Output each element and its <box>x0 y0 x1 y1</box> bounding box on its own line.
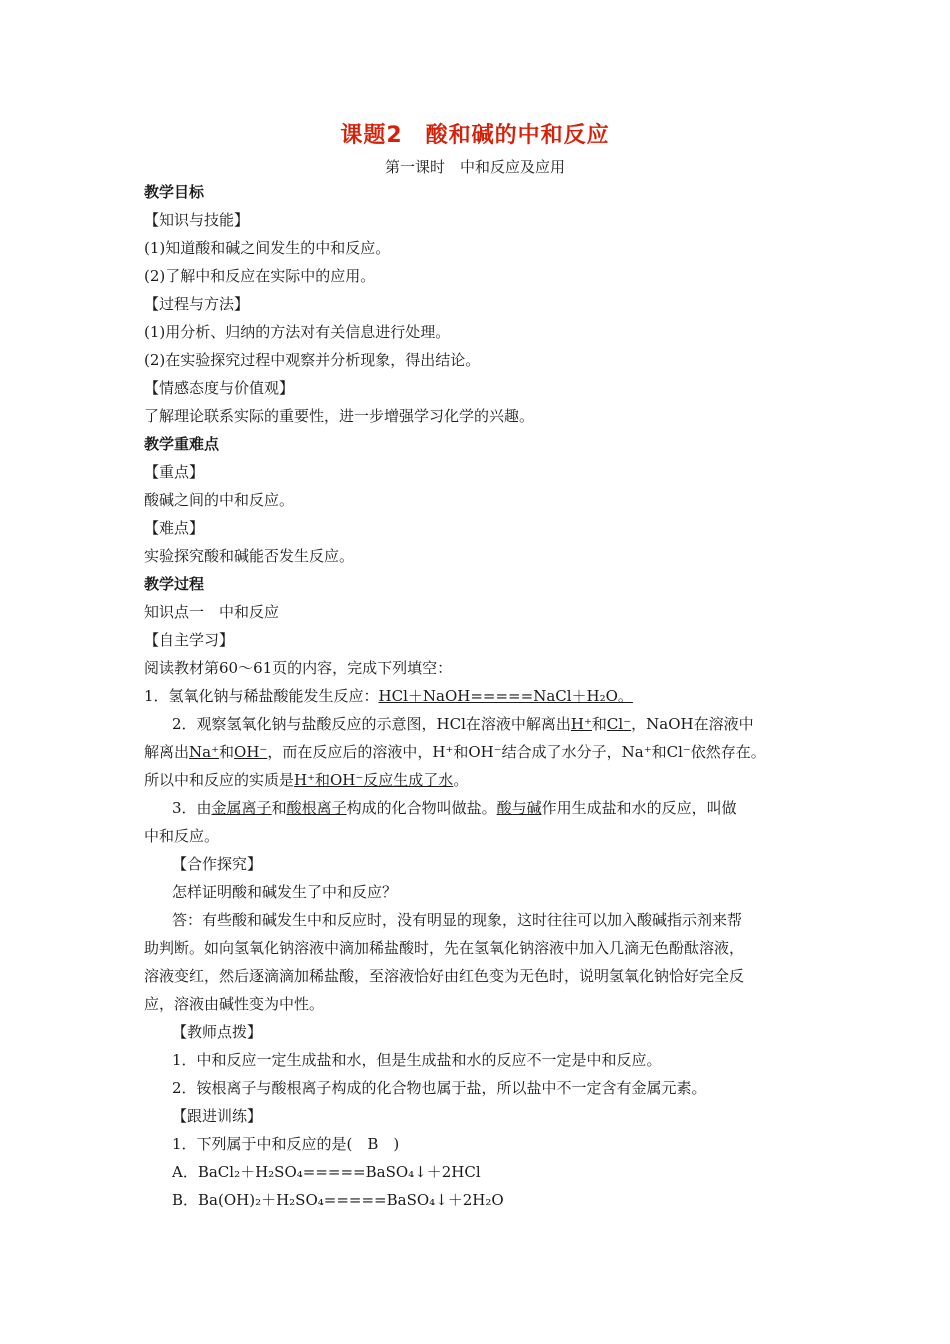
section-cooperative-inquiry: 【合作探究】 <box>172 855 263 873</box>
text-line: 实验探究酸和碱能否发生反应。 <box>144 547 355 565</box>
item-text: 。 <box>453 771 469 789</box>
knowledge-point-title: 知识点一 中和反应 <box>144 603 280 621</box>
heading-teaching-goals: 教学目标 <box>144 183 205 201</box>
tip-line: 1．中和反应一定生成盐和水，但是生成盐和水的反应不一定是中和反应。 <box>172 1051 662 1069</box>
text-line: 阅读教材第60～61页的内容，完成下列填空： <box>144 659 453 677</box>
item-text: 2．观察氢氧化钠与盐酸反应的示意图，HCl在溶液中解离出 <box>172 715 571 733</box>
answer-cl-ion: Cl⁻ <box>606 715 632 733</box>
fill-item-2-cont <box>144 770 814 790</box>
answer-metal-ion: 金属离子 <box>211 799 272 817</box>
answer-equation: HCl＋NaOH=====NaCl＋H₂O。 <box>378 687 633 705</box>
fill-item-2 <box>172 714 842 734</box>
heading-key-difficult-points: 教学重难点 <box>144 435 220 453</box>
answer-h-ion: H⁺ <box>570 715 592 733</box>
fill-item-1 <box>144 686 814 706</box>
section-difficult-point: 【难点】 <box>144 519 205 537</box>
text-line: (2)了解中和反应在实际中的应用。 <box>144 267 376 285</box>
text-line: 酸碱之间的中和反应。 <box>144 491 295 509</box>
answer-oh-ion: OH⁻ <box>234 743 268 761</box>
fill-item-3 <box>172 798 842 818</box>
text-line: (1)知道酸和碱之间发生的中和反应。 <box>144 239 391 257</box>
item-text: 和 <box>591 715 607 733</box>
answer-line: 答：有些酸和碱发生中和反应时，没有明显的现象，这时往往可以加入酸碱指示剂来帮 <box>172 911 743 929</box>
exercise-option-a: A．BaCl₂＋H₂SO₄=====BaSO₄↓＋2HCl <box>172 1163 481 1181</box>
item-text: 和 <box>219 743 235 761</box>
item-text: 和 <box>271 799 287 817</box>
section-self-study: 【自主学习】 <box>144 631 235 649</box>
answer-acid-base: 酸与碱 <box>496 799 542 817</box>
answer-na-ion: Na⁺ <box>189 743 220 761</box>
heading-teaching-process: 教学过程 <box>144 575 205 593</box>
document-title: 课题2 酸和碱的中和反应 <box>340 123 610 148</box>
document-subtitle: 第一课时 中和反应及应用 <box>384 158 565 176</box>
text-line: 了解理论联系实际的重要性，进一步增强学习化学的兴趣。 <box>144 407 535 425</box>
item-text: 1．氢氧化钠与稀盐酸能发生反应： <box>144 687 379 705</box>
section-process-method: 【过程与方法】 <box>144 295 250 313</box>
fill-item-2-cont <box>144 742 814 762</box>
item-text: 作用生成盐和水的反应，叫做 <box>541 799 737 817</box>
section-follow-up-training: 【跟进训练】 <box>172 1107 263 1125</box>
item-text: 解离出 <box>144 743 190 761</box>
question-line: 怎样证明酸和碱发生了中和反应？ <box>172 883 398 901</box>
item-text: 3．由 <box>172 799 212 817</box>
text-line: (1)用分析、归纳的方法对有关信息进行处理。 <box>144 323 451 341</box>
exercise-question: 1．下列属于中和反应的是( B ) <box>172 1135 400 1153</box>
item-text: 构成的化合物叫做盐。 <box>346 799 497 817</box>
text-line: 中和反应。 <box>144 827 220 845</box>
answer-line: 应，溶液由碱性变为中性。 <box>144 995 325 1013</box>
section-teacher-tips: 【教师点拨】 <box>172 1023 263 1041</box>
item-text: 所以中和反应的实质是 <box>144 771 295 789</box>
answer-line: 助判断。如向氢氧化钠溶液中滴加稀盐酸时，先在氢氧化钠溶液中加入几滴无色酚酞溶液， <box>144 939 745 957</box>
answer-essence: H⁺和OH⁻反应生成了水 <box>294 771 454 789</box>
answer-line: 溶液变红，然后逐滴滴加稀盐酸，至溶液恰好由红色变为无色时，说明氢氧化钠恰好完全反 <box>144 967 745 985</box>
answer-acid-radical-ion: 酸根离子 <box>286 799 347 817</box>
section-key-point: 【重点】 <box>144 463 205 481</box>
exercise-option-b: B．Ba(OH)₂＋H₂SO₄=====BaSO₄↓＋2H₂O <box>172 1191 504 1209</box>
item-text: ，NaOH在溶液中 <box>631 715 754 733</box>
text-line: (2)在实验探究过程中观察并分析现象，得出结论。 <box>144 351 481 369</box>
section-attitude-values: 【情感态度与价值观】 <box>144 379 295 397</box>
section-knowledge-skills: 【知识与技能】 <box>144 211 250 229</box>
item-text: ，而在反应后的溶液中，H⁺和OH⁻结合成了水分子，Na⁺和Cl⁻依然存在。 <box>267 743 766 761</box>
tip-line: 2．铵根离子与酸根离子构成的化合物也属于盐，所以盐中不一定含有金属元素。 <box>172 1079 707 1097</box>
